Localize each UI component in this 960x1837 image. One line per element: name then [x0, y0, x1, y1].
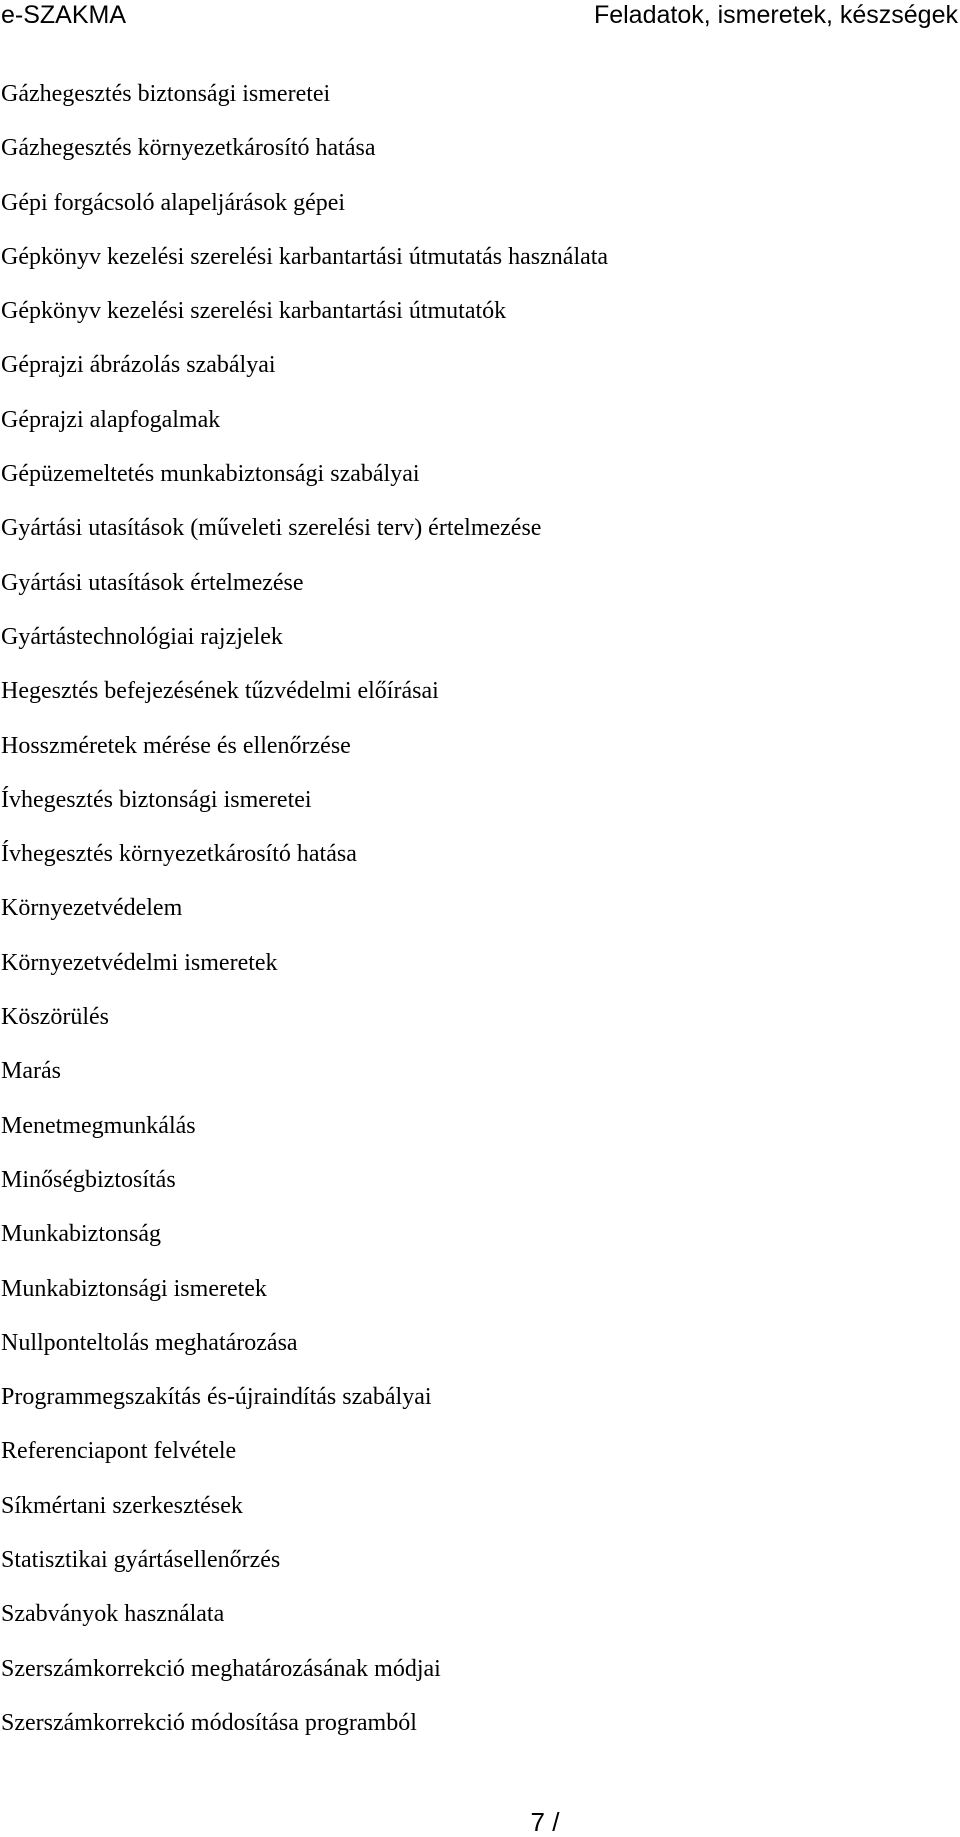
page-number: 7 /: [530, 1807, 560, 1837]
list-item: Referenciapont felvétele: [1, 1438, 237, 1465]
list-item: Munkabiztonsági ismeretek: [1, 1275, 267, 1302]
list-item: Gépkönyv kezelési szerelési karbantartási útmutatók: [1, 298, 507, 325]
list-item: Gyártási utasítások értelmezése: [1, 569, 304, 596]
list-item: Ívhegesztés biztonsági ismeretei: [1, 786, 312, 813]
list-item: Menetmegmunkálás: [1, 1112, 196, 1139]
list-item: Környezetvédelem: [1, 895, 183, 922]
list-item: Köszörülés: [1, 1004, 109, 1031]
list-item: Környezetvédelmi ismeretek: [1, 949, 278, 976]
list-item: Gyártási utasítások (műveleti szerelési terv) értelmezése: [1, 515, 542, 542]
list-item: Gázhegesztés biztonsági ismeretei: [1, 81, 331, 107]
list-item: Gázhegesztés környezetkárosító hatása: [1, 135, 376, 162]
list-item: Gépüzemeltetés munkabiztonsági szabályai: [1, 461, 420, 488]
header-section-title: Feladatok, ismeretek, készségek: [593, 1, 958, 29]
page-header: [0, 0, 960, 30]
list-item: Munkabiztonság: [1, 1221, 161, 1248]
list-item: Hosszméretek mérése és ellenőrzése: [1, 732, 351, 759]
list-item: Géprajzi ábrázolás szabályai: [1, 352, 276, 379]
list-item: Gépi forgácsoló alapeljárások gépei: [1, 189, 346, 216]
topic-list: [1, 78, 941, 1761]
list-item: Síkmértani szerkesztések: [1, 1492, 243, 1519]
header-brand: e-SZAKMA: [1, 1, 127, 29]
list-item: Gyártástechnológiai rajzjelek: [1, 623, 283, 650]
page-footer: [0, 1808, 960, 1837]
list-item: Statisztikai gyártásellenőrzés: [1, 1547, 281, 1574]
list-item: Programmegszakítás és-újraindítás szabályai: [1, 1384, 432, 1411]
list-item: Szabványok használata: [1, 1601, 225, 1628]
list-item: Géprajzi alapfogalmak: [1, 406, 221, 433]
list-item: Szerszámkorrekció módosítása programból: [1, 1709, 417, 1736]
list-item: Minőségbiztosítás: [1, 1166, 176, 1193]
list-item: Nullponteltolás meghatározása: [1, 1329, 298, 1356]
list-item: Hegesztés befejezésének tűzvédelmi előírásai: [1, 678, 439, 705]
list-item: Gépkönyv kezelési szerelési karbantartási útmutatás használata: [1, 243, 609, 270]
list-item: Szerszámkorrekció meghatározásának módjai: [1, 1655, 441, 1682]
list-item: Marás: [1, 1058, 61, 1085]
list-item: Ívhegesztés környezetkárosító hatása: [1, 841, 357, 868]
